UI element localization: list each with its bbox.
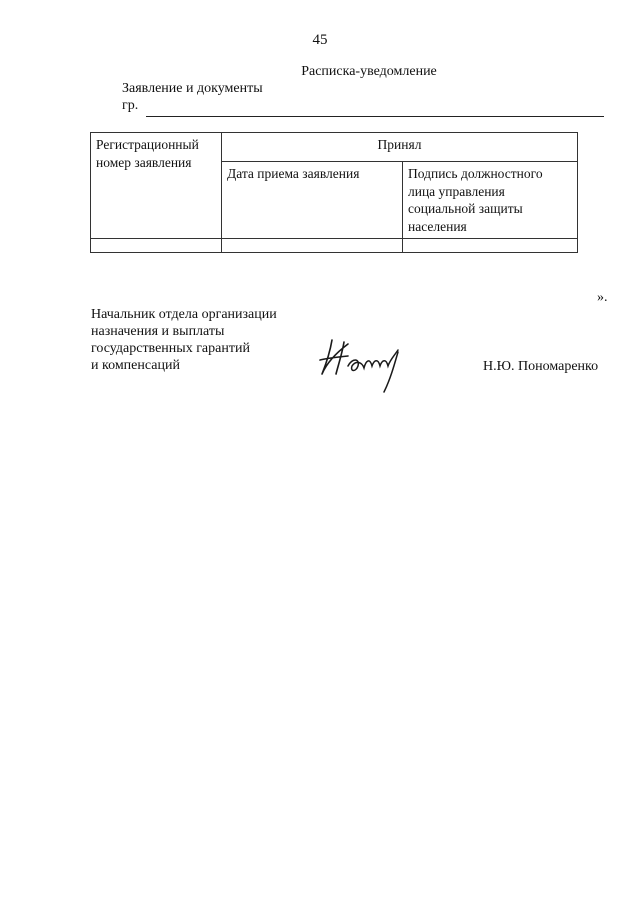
signer-title	[91, 306, 277, 374]
receipt-table	[90, 132, 578, 253]
acceptance-date-cell	[222, 239, 403, 253]
statement-line: Заявление и документы	[122, 81, 263, 96]
handwritten-signature	[318, 330, 410, 396]
official-signature-cell	[403, 239, 578, 253]
document-title: Расписка-уведомление	[301, 64, 437, 79]
accepted-header: Принял	[222, 133, 578, 162]
signer-title-line: Начальник отдела организации	[91, 307, 277, 322]
page-number: 45	[312, 32, 328, 48]
signer-title-line: и компенсаций	[91, 358, 180, 373]
citizen-label: гр.	[122, 98, 139, 113]
acceptance-date-header: Дата приема заявления	[222, 162, 403, 239]
signer-title-line: государственных гарантий	[91, 341, 250, 356]
official-signature-header: Подпись должностного лица управления социальной защиты населения	[403, 162, 578, 239]
signer-title-line: назначения и выплаты	[91, 324, 225, 339]
closing-quote-mark: ».	[597, 290, 608, 305]
registration-number-cell	[91, 239, 222, 253]
registration-number-header: Регистрационный номер заявления	[91, 133, 222, 239]
signer-name: Н.Ю. Пономаренко	[483, 359, 599, 374]
citizen-name-underline	[146, 116, 604, 117]
